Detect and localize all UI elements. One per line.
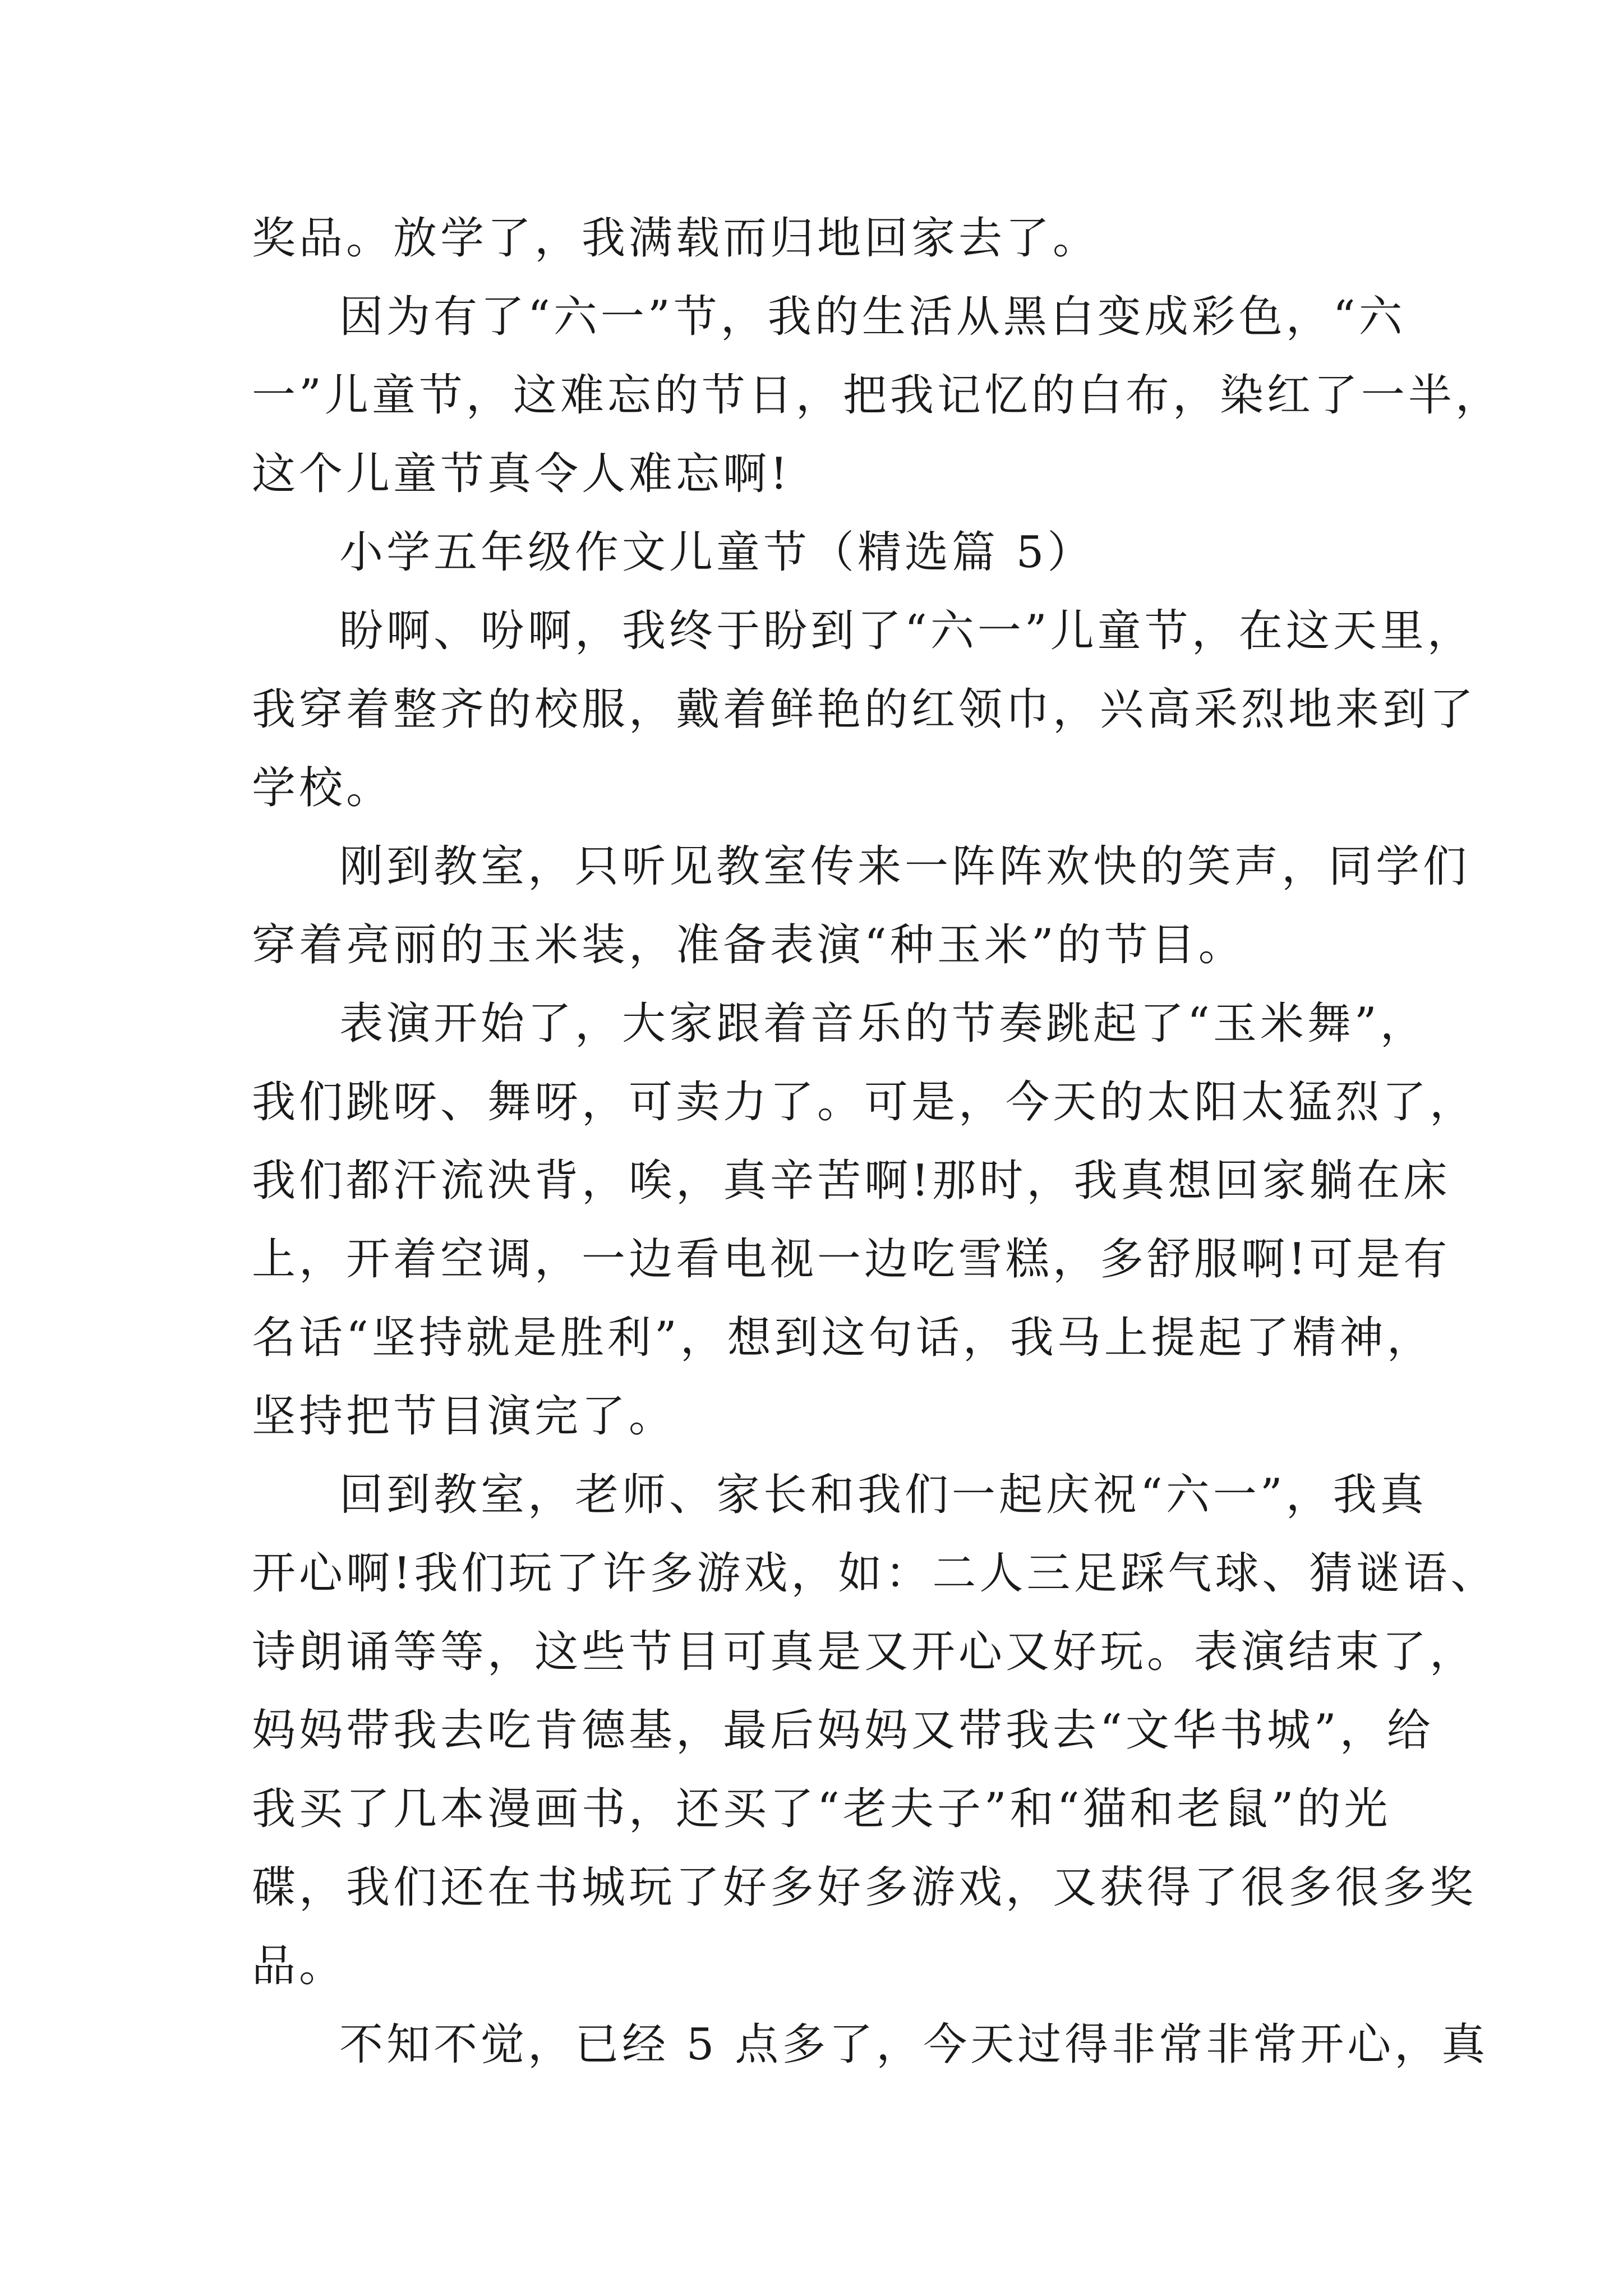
text-line: 诗朗诵等等，这些节目可真是又开心又好玩。表演结束了， — [252, 1627, 1477, 1677]
text-line: 碟，我们还在书城玩了好多好多游戏，又获得了很多很多奖 — [252, 1862, 1477, 1913]
paragraph-first-line: 刚到教室，只听见教室传来一阵阵欢快的笑声，同学们 — [339, 841, 1470, 892]
text-line: 坚持把节目演完了。 — [252, 1391, 676, 1442]
text-line: 品。 — [252, 1941, 347, 1991]
text-line: 穿着亮丽的玉米装，准备表演“种玉米”的节目。 — [252, 920, 1246, 970]
text-line: 名话“坚持就是胜利”，想到这句话，我马上提起了精神， — [252, 1313, 1434, 1363]
text-line: 开心啊!我们玩了许多游戏，如：二人三足踩气球、猜谜语、 — [252, 1548, 1498, 1599]
text-line: 妈妈带我去吃肯德基，最后妈妈又带我去“文华书城”，给 — [252, 1705, 1434, 1756]
paragraph-first-line: 因为有了“六一”节，我的生活从黑白变成彩色，“六 — [339, 292, 1406, 342]
text-line: 这个儿童节真令人难忘啊! — [252, 449, 791, 499]
paragraph-first-line: 盼啊、吩啊，我终于盼到了“六一”儿童节，在这天里， — [339, 606, 1474, 656]
paragraph-first-line: 不知不觉，已经 5 点多了，今天过得非常非常开心，真 — [339, 2019, 1489, 2070]
text-line: 我买了几本漫画书，还买了“老夫子”和“猫和老鼠”的光 — [252, 1784, 1391, 1834]
paragraph-first-line: 表演开始了，大家跟着音乐的节奏跳起了“玉米舞”， — [339, 999, 1427, 1049]
text-line: 我们跳呀、舞呀，可卖力了。可是，今天的太阳太猛烈了， — [252, 1077, 1477, 1128]
text-line: 学校。 — [252, 763, 394, 813]
text-line: 我穿着整齐的校服，戴着鲜艳的红领巾，兴高采烈地来到了 — [252, 684, 1477, 735]
paragraph-first-line: 回到教室，老师、家长和我们一起庆祝“六一”，我真 — [339, 1470, 1427, 1520]
text-line: 奖品。放学了，我满载而归地回家去了。 — [252, 213, 1100, 264]
text-line: 我们都汗流泱背，唉，真辛苦啊!那时，我真想回家躺在床 — [252, 1156, 1451, 1206]
text-line: 一”儿童节，这难忘的节日，把我记忆的白布，染红了一半， — [252, 370, 1502, 421]
section-heading: 小学五年级作文儿童节（精选篇 5） — [339, 527, 1095, 578]
text-line: 上，开着空调，一边看电视一边吃雪糕，多舒服啊!可是有 — [252, 1234, 1451, 1285]
